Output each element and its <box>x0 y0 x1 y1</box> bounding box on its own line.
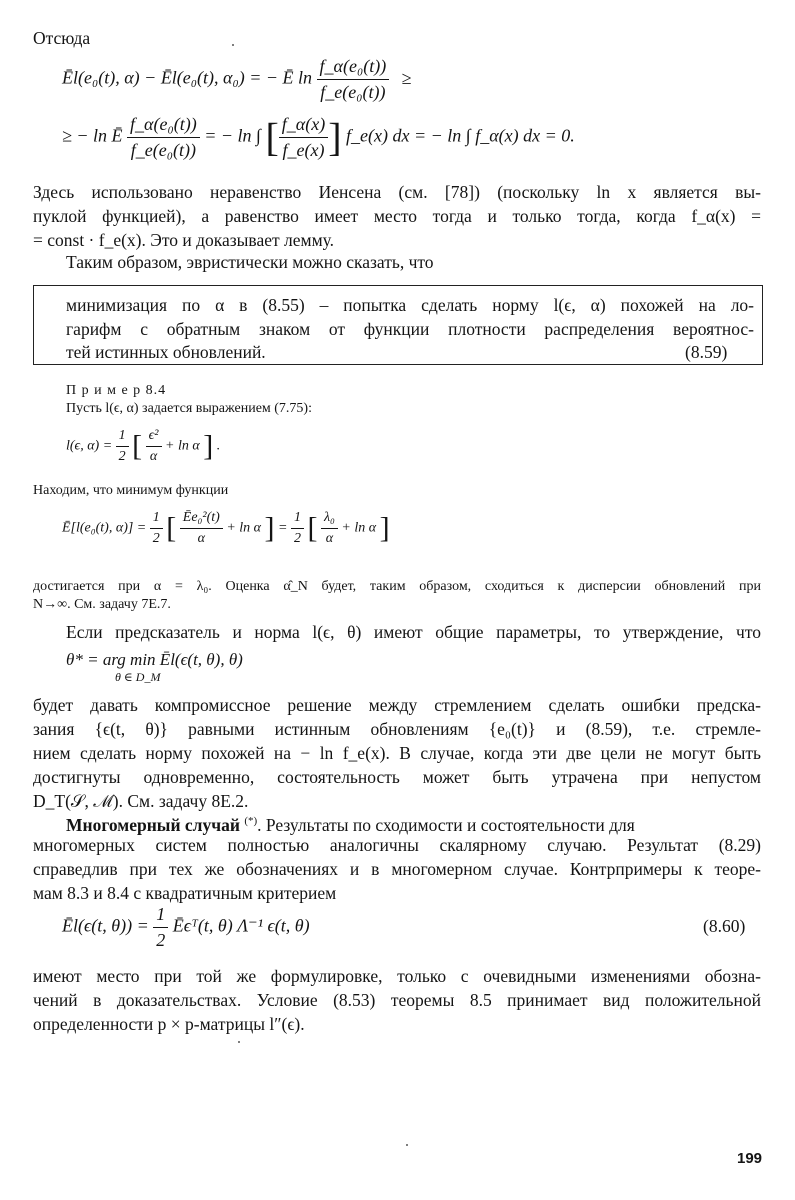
multidim-heading: Многомерный случай <box>66 814 240 835</box>
equation-2-middle: = − ln ∫ <box>204 125 261 146</box>
equation-2-numerator-2: f_α(x) <box>279 114 328 138</box>
example-equation-b-half-1 <box>150 510 163 547</box>
half-denominator: 2 <box>293 531 301 546</box>
equation-2-denominator-1: f_e(e₀(t)) <box>130 140 196 160</box>
example-equation-b-fraction-1 <box>180 510 223 547</box>
equation-8-60-rhs: Ēϵᵀ(t, θ) Λ⁻¹ ϵ(t, θ) <box>172 915 310 936</box>
example-equation-b-fraction-2 <box>321 510 338 547</box>
half-denominator: 2 <box>156 930 166 950</box>
example-equation-a-fraction <box>146 428 162 465</box>
fraction-denominator: α <box>325 531 334 546</box>
page-number: 199 <box>737 1150 763 1167</box>
paragraph-4-line-5: D_T(𝒮, ℳ). См. задачу 8E.2. <box>33 791 249 811</box>
equation-2-numerator-1: f_α(e₀(t)) <box>127 114 200 138</box>
half-numerator: 1 <box>150 510 163 529</box>
scan-speck <box>232 44 234 46</box>
equation-8-60-number: (8.60) <box>703 916 746 936</box>
argmin-subscript: θ ∈ D_M <box>115 670 161 684</box>
example-line-1: Пусть l(ϵ, α) задается выражением (7.75): <box>66 401 312 416</box>
fraction-denominator: α <box>197 531 205 546</box>
paragraph-5-line-1: имеют место при той же формулировке, только с очевидными изменениями обозна- <box>33 966 761 986</box>
paragraph-4-line-2: зания {ϵ(t, θ)} равными истинным обновлениям {e₀(t)} и (8.59), т.е. стремле- <box>33 719 761 739</box>
equation-1-lhs: Ēl(e₀(t), α) − Ēl(e₀(t), α₀) = − Ē ln <box>62 67 313 88</box>
paragraph-5-line-3: определенности p × p-матрицы l″(ϵ). <box>33 1014 305 1034</box>
half-denominator: 2 <box>118 449 126 464</box>
left-bracket: [ <box>265 114 279 160</box>
example-equation-b-tail-1: + ln α <box>226 520 261 536</box>
left-bracket: [ <box>166 511 177 545</box>
equation-2-fraction-2 <box>279 114 328 161</box>
fraction-numerator: ϵ² <box>146 428 162 447</box>
paragraph-4-line-3: нием сделать норму похожей на − ln f_e(x). В случае, когда эти две цели не могут быть <box>33 743 761 763</box>
paragraph-4-line-4: достигнуты одновременно, состоятельность может быть утрачена при непустом <box>33 767 761 787</box>
half-denominator: 2 <box>152 531 160 546</box>
multidim-line-3: справедлив при тех же обозначениях и в многомерном случае. Контрпримеры к теоре- <box>33 859 761 879</box>
half-numerator: 1 <box>153 904 168 928</box>
equation-1-fraction <box>317 56 390 103</box>
fraction-numerator: Ēe₀²(t) <box>180 510 223 529</box>
intro-word: Отсюда <box>33 28 91 48</box>
fraction-denominator: α <box>149 449 158 464</box>
equation-8-60 <box>62 904 310 951</box>
equation-8-60-lhs: Ēl(ϵ(t, θ)) = <box>62 915 149 936</box>
example-equation-b-tail-2: + ln α <box>341 520 377 536</box>
example-equation-a <box>66 428 220 465</box>
paragraph-1-line-2: пуклой функцией), а равенство имеет место тогда и только тогда, когда f_α(x) = <box>33 206 761 226</box>
equation-2-denominator-2: f_e(x) <box>282 140 325 160</box>
boxed-equation-number: (8.59) <box>685 342 728 362</box>
equation-1-relation: ≥ <box>401 67 412 88</box>
right-bracket: ] <box>328 114 342 160</box>
scan-speck <box>406 1144 408 1146</box>
fraction-numerator: λ₀ <box>321 510 338 529</box>
boxed-line-1: минимизация по α в (8.55) – попытка сделать норму l(ϵ, α) похожей на ло- <box>66 295 754 315</box>
paragraph-1-line-3: = const · f_e(x). Это и доказывает лемму. <box>33 230 335 250</box>
example-equation-b-half-2 <box>291 510 304 547</box>
left-bracket: [ <box>307 511 318 545</box>
equation-2-fraction-1 <box>127 114 200 161</box>
example-title: П р и м е р 8.4 <box>66 383 167 398</box>
equation-1-denominator: f_e(e₀(t)) <box>320 82 386 102</box>
example-equation-b-equals: = <box>278 520 288 536</box>
equation-1-numerator: f_α(e₀(t)) <box>317 56 390 80</box>
equation-2-end: f_e(x) dx = − ln ∫ f_α(x) dx = 0. <box>346 125 575 146</box>
paragraph-3-line-1: Если предсказатель и норма l(ϵ, θ) имеют общие параметры, то утверждение, что <box>66 622 761 642</box>
multidim-line-2: многомерных систем полностью аналогичны скалярному случаю. Результат (8.29) <box>33 835 761 855</box>
example-equation-b <box>62 510 390 547</box>
example-equation-a-lhs: l(ϵ, α) = <box>66 438 113 454</box>
scan-speck <box>238 1041 240 1043</box>
half-numerator: 1 <box>116 428 129 447</box>
example-line-2: Находим, что минимум функции <box>33 483 229 498</box>
multidim-line-4: мам 8.3 и 8.4 с квадратичным критерием <box>33 883 337 903</box>
example-equation-a-half <box>116 428 129 465</box>
footnote-mark: (*) <box>244 815 258 827</box>
multidim-first-line-rest: . Результаты по сходимости и состоятельности для <box>257 814 635 835</box>
right-bracket: ] <box>379 511 390 545</box>
example-equation-a-end: . <box>216 438 221 454</box>
example-line-3: достигается при α = λ₀. Оценка α̂_N будет, таким образом, сходиться к дисперсии обновлений при <box>33 579 761 594</box>
half-numerator: 1 <box>291 510 304 529</box>
equation-8-60-half <box>153 904 168 951</box>
paragraph-5-line-2: чений в доказательствах. Условие (8.53) теоремы 8.5 принимает вид положительной <box>33 990 761 1010</box>
equation-2-start: ≥ − ln Ē <box>62 125 123 146</box>
paragraph-4-line-1: будет давать компромиссное решение между стремлением сделать ошибки предска- <box>33 695 761 715</box>
boxed-line-3: тей истинных обновлений. <box>66 342 266 362</box>
equation-1 <box>62 56 412 103</box>
paragraph-2: Таким образом, эвристически можно сказать, что <box>66 252 434 272</box>
example-equation-a-tail: + ln α <box>165 438 200 454</box>
left-bracket: [ <box>132 429 143 463</box>
argmin-equation: θ* = arg min Ēl(ϵ(t, θ), θ) <box>66 650 243 669</box>
boxed-line-2: гарифм с обратным знаком от функции плотности распределения вероятнос- <box>66 319 754 339</box>
example-line-4: N→∞. См. задачу 7E.7. <box>33 597 171 612</box>
right-bracket: ] <box>264 511 275 545</box>
example-equation-b-lhs: Ē[l(e₀(t), α)] = <box>62 520 147 536</box>
right-bracket: ] <box>203 429 214 463</box>
equation-2 <box>62 114 575 161</box>
paragraph-1-line-1: Здесь использовано неравенство Иенсена (см. [78]) (поскольку ln x является вы- <box>33 182 761 202</box>
